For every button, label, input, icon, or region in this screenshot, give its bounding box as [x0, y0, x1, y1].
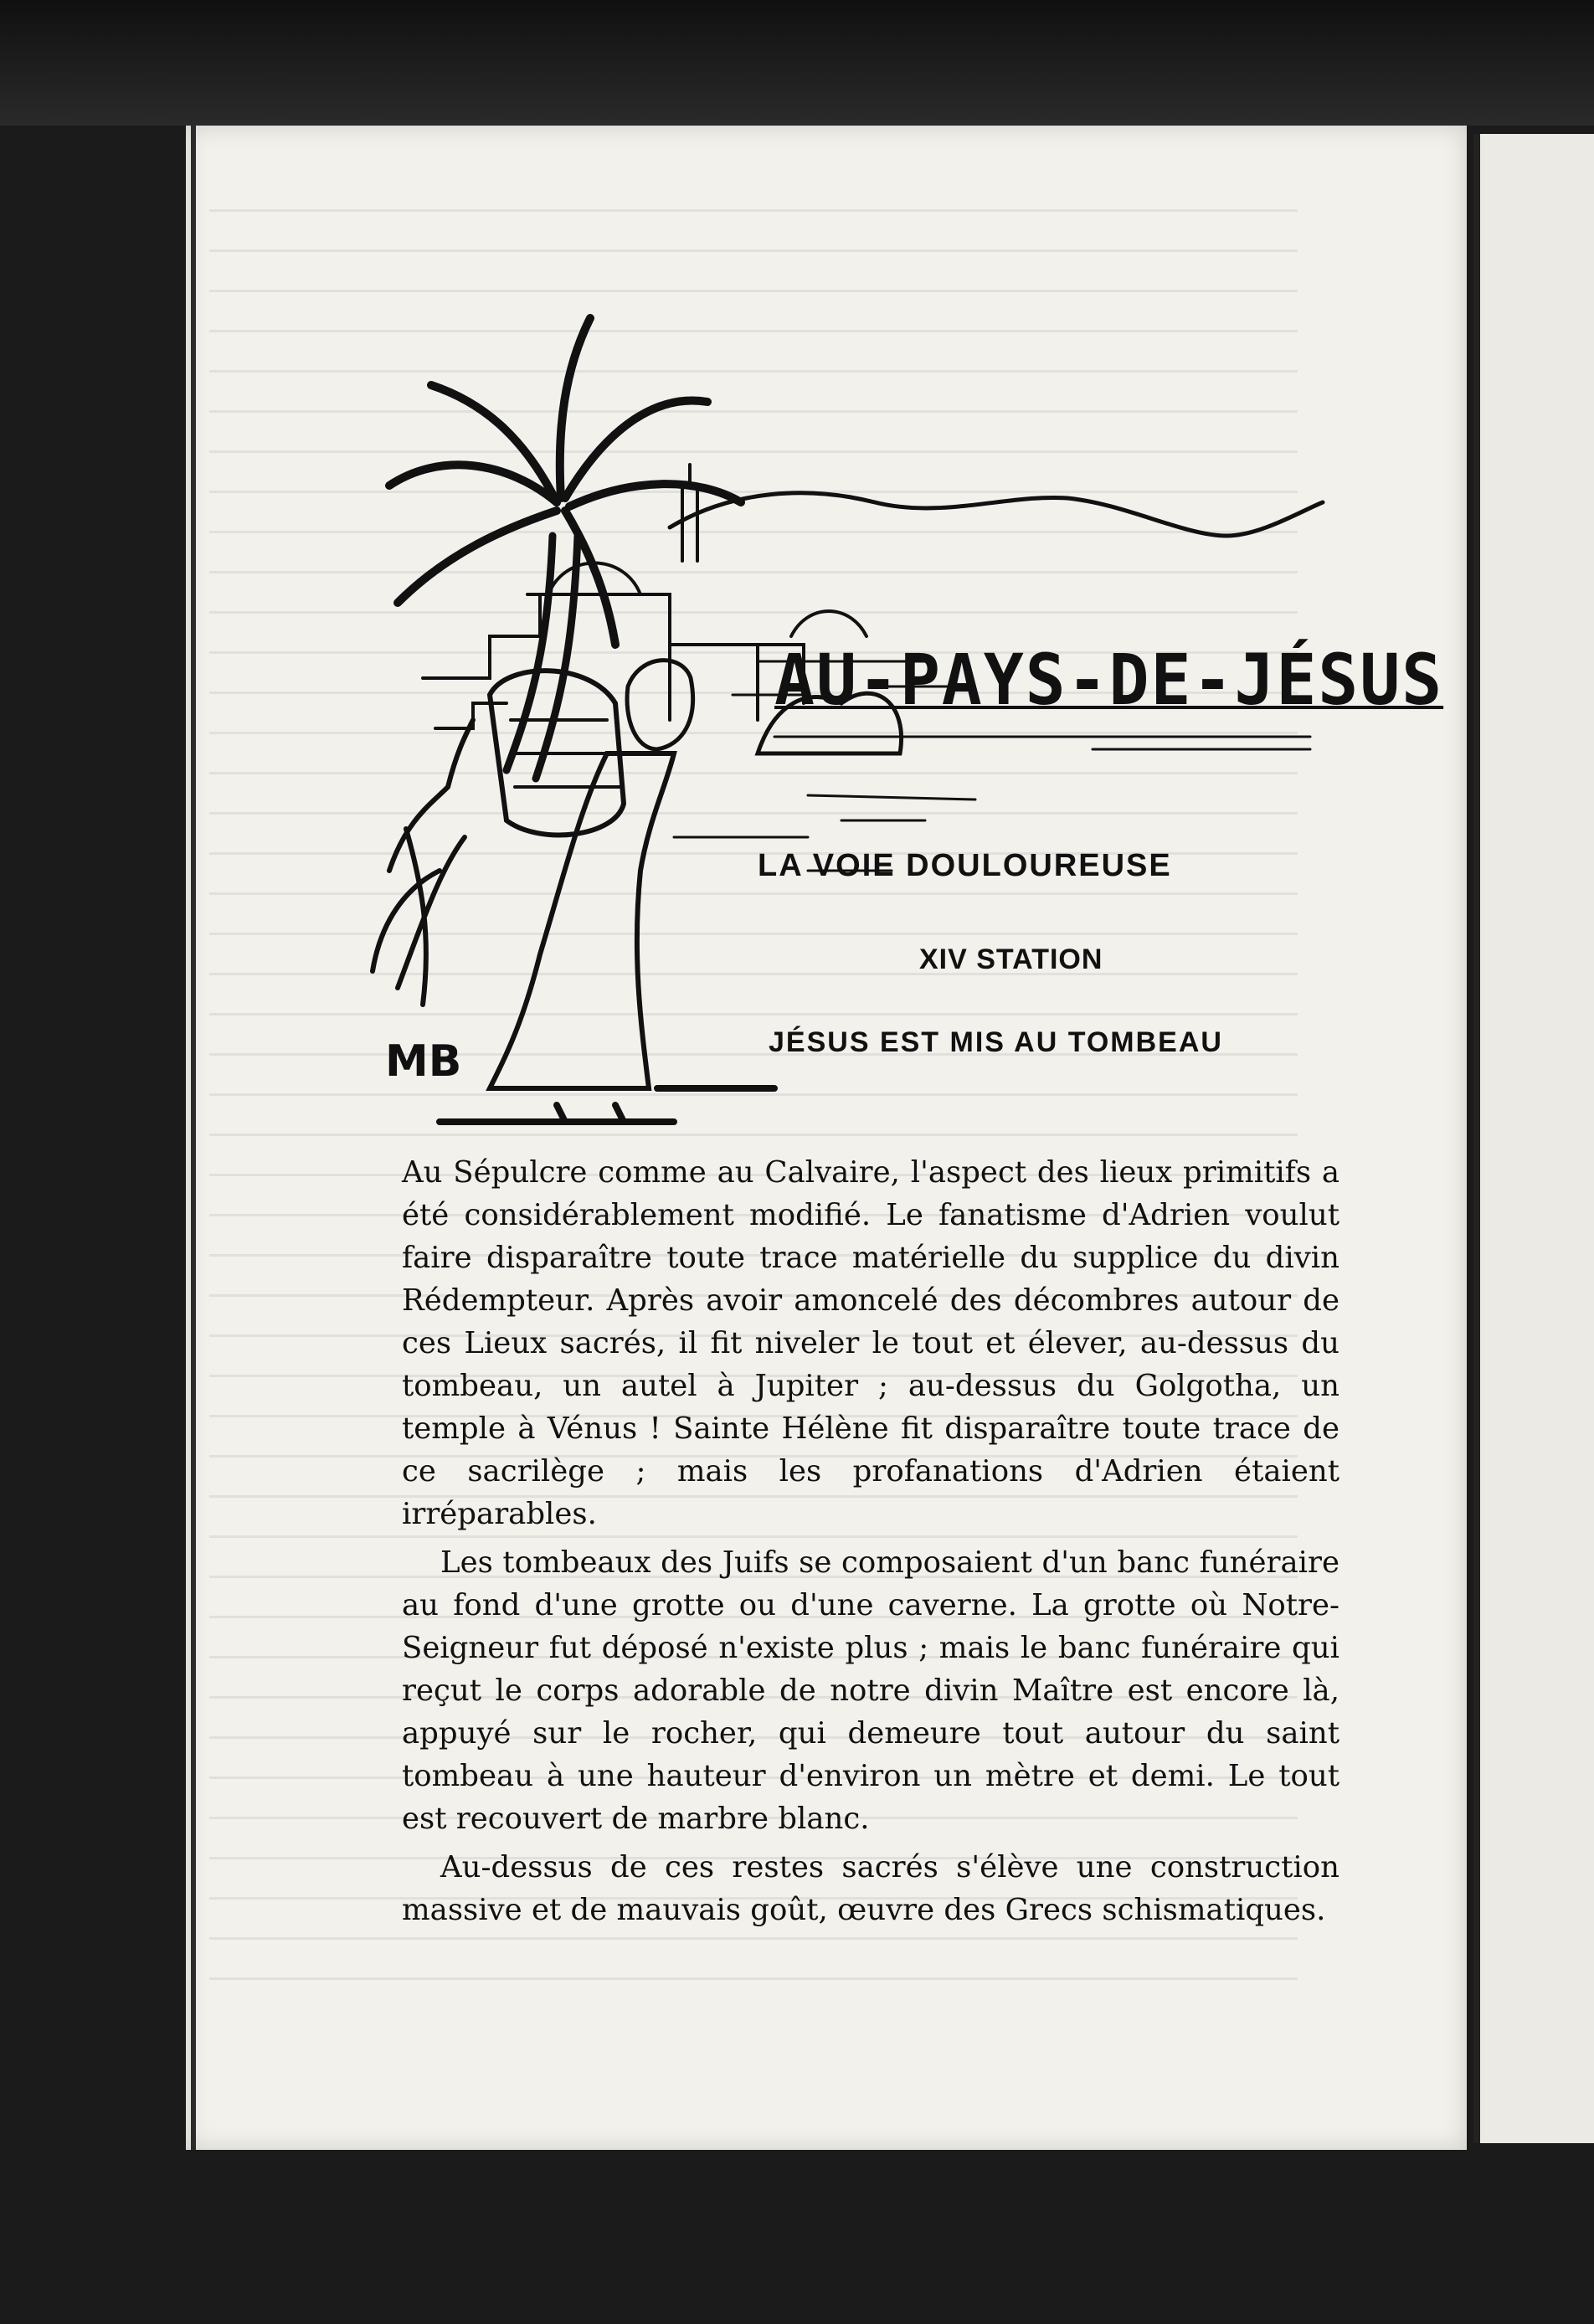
- chapter-title: LA VOIE DOULOUREUSE: [758, 848, 1172, 883]
- paragraph-2: Les tombeaux des Juifs se composaient d'un banc funéraire au fond d'une grotte ou d'une caverne. La grotte où Notre-Seigneur fut déposé n'existe plus ; mais le banc funéraire qui reçut le corps adorable de notre divin Maître est encore là, appuyé sur le rocher, qui demeure tout autour du saint tombeau à une hauteur d'environ un mètre et demi. Le tout est recouvert de marbre blanc.: [402, 1545, 1339, 1836]
- svg-text:MB: MB: [385, 1036, 462, 1087]
- adjacent-page-edge: [1473, 134, 1594, 2143]
- scan-background: [0, 0, 1594, 126]
- artist-monogram: [385, 1036, 461, 1087]
- station-number: XIV STATION: [919, 943, 1103, 975]
- station-subtitle: JÉSUS EST MIS AU TOMBEAU: [769, 1026, 1223, 1058]
- paragraph-1-text: Sépulcre comme au Calvaire, l'aspect des lieux primitifs a été considérablement modifié. Le fanatisme d'Adrien voulut faire disparaître toute trace matérielle du supplice du divin Rédempteur. Après avoir amoncelé des décombres autour de ces Lieux sacrés, il fit niveler le tout et élever, au-dessus du tombeau, un autel à Jupiter ; au-dessus du Golgotha, un temple à Vénus ! Sainte Hélène fit disparaître toute trace de ce sacrilège ; mais les profanations d'Adrien étaient irréparables.: [402, 1155, 1339, 1531]
- main-text: [402, 1151, 1339, 1931]
- illustration-title: AU-PAYS-DE-JÉSUS: [774, 639, 1444, 721]
- ornamental-initial: Au: [402, 1155, 443, 1190]
- paragraph-3: Au-dessus de ces restes sacrés s'élève une construction massive et de mauvais goût, œuvre des Grecs schismatiques.: [402, 1850, 1339, 1927]
- paragraph-1: [402, 1151, 1339, 1535]
